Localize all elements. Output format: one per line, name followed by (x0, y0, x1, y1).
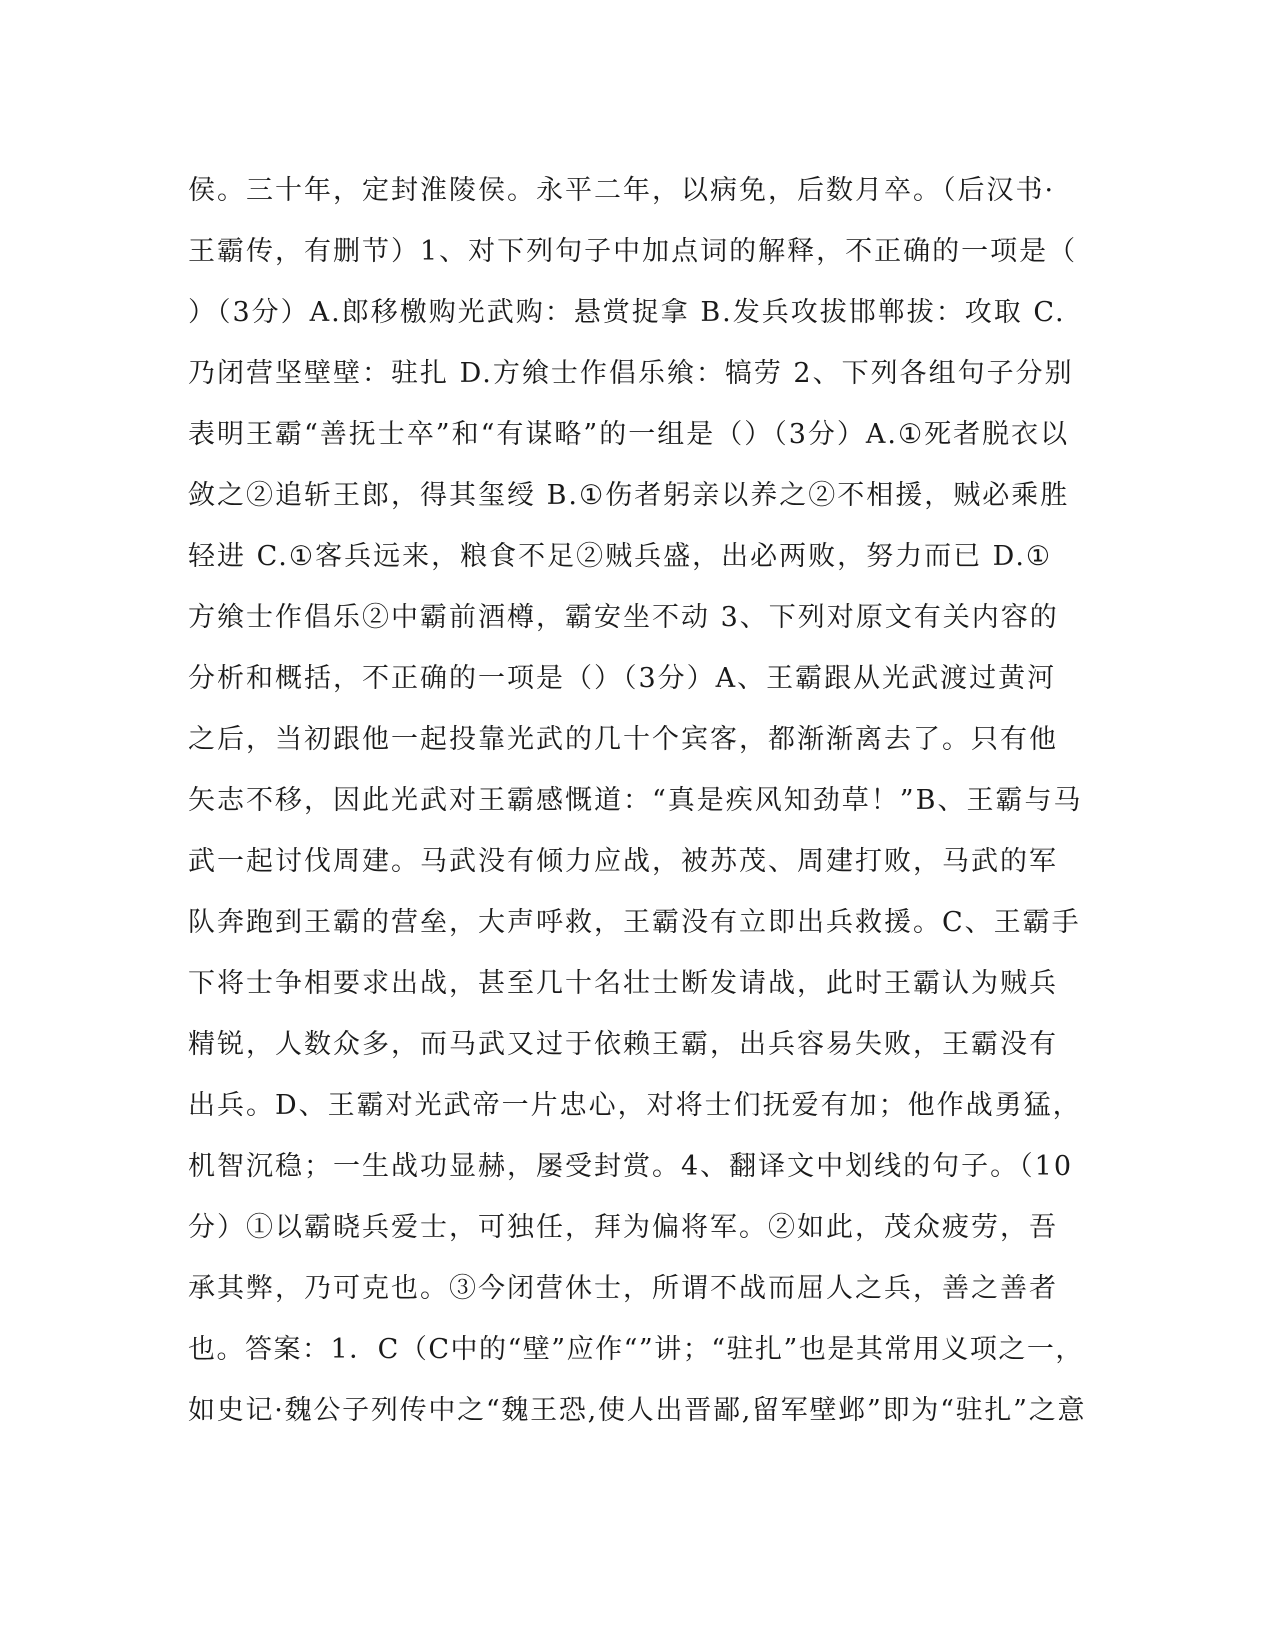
text-line: ）（3分）A.郎移檄购光武购：悬赏捉拿 B.发兵攻拔邯郸拔：攻取 C. (188, 297, 1066, 328)
text-line: 轻进 C.①客兵远来，粮食不足②贼兵盛，出必两败，努力而已 D.① (188, 541, 1053, 572)
text-line: 武一起讨伐周建。马武没有倾力应战，被苏茂、周建打败，马武的军 (188, 846, 1058, 877)
text-line: 乃闭营坚壁壁：驻扎 D.方飨士作倡乐飨：犒劳 2、下列各组句子分别 (188, 358, 1074, 389)
text-line: 敛之②追斩王郎，得其玺绶 B.①伤者躬亲以养之②不相援，贼必乘胜 (188, 480, 1070, 511)
text-line: 承其弊，乃可克也。③今闭营休士，所谓不战而屈人之兵，善之善者 (188, 1273, 1058, 1304)
text-line: 矢志不移，因此光武对王霸感慨道：“真是疾风知劲草！”B、王霸与马 (188, 785, 1083, 816)
text-line: 方飨士作倡乐②中霸前酒樽，霸安坐不动 3、下列对原文有关内容的 (188, 602, 1059, 633)
text-line: 机智沉稳；一生战功显赫，屡受封赏。4、翻译文中划线的句子。（10 (188, 1151, 1074, 1182)
text-line: 分析和概括，不正确的一项是（）（3分）A、王霸跟从光武渡过黄河 (188, 663, 1057, 694)
text-line: 分）①以霸晓兵爱士，可独任，拜为偏将军。②如此，茂众疲劳，吾 (188, 1212, 1058, 1243)
text-line: 也。答案：1．C（C中的“壁”应作“”讲；“驻扎”也是其常用义项之一， (188, 1334, 1084, 1365)
text-line: 出兵。D、王霸对光武帝一片忠心，对将士们抚爱有加；他作战勇猛， (188, 1090, 1082, 1121)
text-line: 侯。三十年，定封淮陵侯。永平二年，以病免，后数月卒。（后汉书· (188, 175, 1056, 206)
text-line: 如史记·魏公子列传中之“魏王恐,使人出晋鄙,留军壁邺”即为“驻扎”之意 (188, 1395, 1087, 1426)
text-line: 下将士争相要求出战，甚至几十名壮士断发请战，此时王霸认为贼兵 (188, 968, 1058, 999)
text-line: 队奔跑到王霸的营垒，大声呼救，王霸没有立即出兵救援。C、王霸手 (188, 907, 1081, 938)
text-line: 精锐，人数众多，而马武又过于依赖王霸，出兵容易失败，王霸没有 (188, 1029, 1058, 1060)
text-line: 王霸传，有删节）1、对下列句子中加点词的解释，不正确的一项是（ (188, 236, 1078, 267)
text-line: 表明王霸“善抚士卒”和“有谋略”的一组是（）（3分）A.①死者脱衣以 (188, 419, 1070, 450)
text-line: 之后，当初跟他一起投靠光武的几十个宾客，都渐渐离去了。只有他 (188, 724, 1058, 755)
document-body (188, 160, 1088, 1441)
